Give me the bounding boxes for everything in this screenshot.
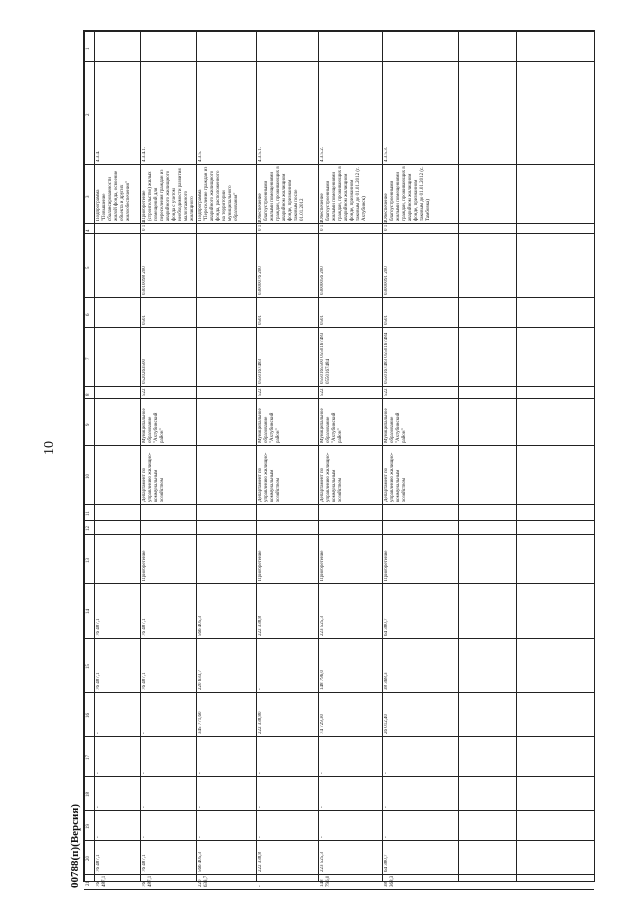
column-number: 3 bbox=[86, 195, 91, 198]
grid-line bbox=[84, 776, 594, 777]
table-cell: - bbox=[96, 806, 101, 809]
table-cell: 220 633,7 bbox=[198, 669, 203, 690]
table-cell: 0 1 4 bbox=[320, 221, 325, 232]
table-cell: - bbox=[320, 806, 325, 809]
table-cell: 76 487,1 bbox=[142, 618, 147, 636]
grid-line bbox=[84, 810, 594, 811]
grid-line bbox=[594, 31, 595, 881]
table-cell: 4.3.5.1. bbox=[258, 147, 263, 163]
table-cell: 74 729,30 bbox=[320, 714, 325, 735]
grid-line bbox=[84, 31, 594, 32]
grid-line bbox=[94, 31, 95, 881]
table-cell: - bbox=[96, 732, 101, 735]
table-cell: Департамент по управлению жилищно-коммунальным хозяйством bbox=[384, 453, 407, 503]
table-cell: 522 bbox=[258, 388, 263, 396]
table-cell: 0501 bbox=[320, 314, 325, 325]
table-cell: 76 487,1 bbox=[96, 618, 101, 636]
table-cell: - bbox=[384, 806, 389, 809]
table-cell: 4.3.5.3. bbox=[384, 147, 389, 163]
grid-line bbox=[84, 874, 594, 875]
table-cell: 76 487,1 bbox=[142, 876, 153, 887]
table-cell: 522 bbox=[384, 388, 389, 396]
table-cell: - bbox=[198, 771, 203, 774]
table-cell: - bbox=[96, 836, 101, 838]
table-cell: Обеспечение благоустроенными жилыми помещениями граждан, проживающих в аварийном жилищном фонде, признанном таковым до 01.01.2012 (с. Тамбовка) bbox=[384, 166, 431, 222]
grid-line bbox=[256, 31, 257, 881]
table-cell: 522 bbox=[142, 388, 147, 396]
table-cell: - bbox=[320, 836, 325, 838]
table-cell: 26 012,40 bbox=[384, 714, 389, 735]
grid-line bbox=[140, 31, 141, 881]
grid-line bbox=[516, 31, 517, 881]
column-number: 6 bbox=[86, 313, 91, 317]
table-cell: Приобретение bbox=[258, 550, 263, 582]
table-cell: 0550167483 0550167484 bbox=[384, 332, 389, 385]
table-cell: - bbox=[384, 771, 389, 774]
table-cell: 522 bbox=[320, 388, 325, 396]
table-cell: - bbox=[142, 836, 147, 838]
footer-code: 00788(п)(Версия) bbox=[69, 804, 81, 888]
table-cell: Муниципальное образование "Ахтубинский район" bbox=[384, 408, 407, 444]
table-cell: - bbox=[142, 732, 147, 735]
table-cell: Департамент по управлению жилищно-коммунальным хозяйством bbox=[258, 453, 281, 503]
table-cell: 64 380,7 bbox=[384, 618, 389, 636]
table-cell: Приобретение bbox=[142, 550, 147, 582]
grid-line bbox=[84, 520, 594, 521]
grid-line bbox=[84, 223, 594, 224]
column-number: 7 bbox=[86, 357, 91, 361]
table-cell: 0 1 4 bbox=[258, 221, 263, 232]
table-cell: - bbox=[198, 836, 203, 838]
column-number: 1 bbox=[86, 47, 91, 50]
column-number: 5 bbox=[86, 266, 91, 270]
column-number: 2 bbox=[86, 113, 91, 117]
grid-line bbox=[84, 889, 594, 890]
table-cell: Приобретение bbox=[320, 550, 325, 582]
table-cell: 0 1 4 bbox=[384, 221, 389, 232]
table-cell: Департамент по управлению жилищно-коммунальным хозяйством bbox=[142, 453, 165, 503]
column-number: 21 bbox=[86, 880, 91, 886]
table-cell: 0550165500 0550167483 0550167484 bbox=[320, 332, 331, 385]
table-cell: 4.3.5. bbox=[198, 150, 203, 163]
table-cell: - bbox=[320, 771, 325, 774]
table-cell: 03000056 200 bbox=[320, 266, 325, 296]
column-number: 18 bbox=[86, 791, 91, 797]
table-cell: Подпрограмма "Повышение сбалансированности жилой фонда, освоение объекта и других жилообеспечения" bbox=[96, 171, 131, 222]
table-cell: 222 338,8 bbox=[258, 852, 263, 873]
table-cell: Приобретение (строительство) жилых помещений для переселения граждан из аварийного жилищного фонда с учетом необходимости развития малоэтажного жилищного bbox=[142, 168, 195, 222]
grid-line bbox=[84, 61, 594, 62]
table-cell: 76 487,1 bbox=[96, 854, 101, 873]
grid-line bbox=[318, 31, 319, 881]
table-cell: 0501 bbox=[142, 314, 147, 325]
grid-line bbox=[84, 736, 594, 737]
column-number: 4 bbox=[86, 229, 91, 233]
table-cell: Департамент по управлению жилищно-коммунальным хозяйством bbox=[320, 453, 343, 503]
grid-line bbox=[84, 327, 594, 328]
table-cell: - bbox=[258, 806, 263, 809]
table-cell: 76 487,1 bbox=[96, 672, 101, 690]
column-number: 19 bbox=[86, 823, 91, 829]
grid-line bbox=[84, 638, 594, 639]
column-number: 9 bbox=[86, 423, 91, 426]
table-cell: - bbox=[384, 836, 389, 838]
table-cell: 03000076 200 bbox=[258, 266, 263, 296]
column-number: 11 bbox=[86, 511, 91, 517]
table-cell: 222 338,8 bbox=[258, 615, 263, 636]
grid-line bbox=[458, 31, 459, 881]
table-cell: 76 487,1 bbox=[142, 672, 147, 690]
column-number: 13 bbox=[86, 557, 91, 563]
table-cell: 03000091 200 bbox=[384, 266, 389, 296]
grid-line bbox=[84, 534, 594, 535]
grid-line bbox=[84, 31, 85, 881]
grid-line bbox=[84, 583, 594, 584]
grid-line bbox=[382, 31, 383, 881]
grid-line bbox=[84, 297, 594, 298]
column-number: 8 bbox=[86, 393, 91, 396]
page-number: 10 bbox=[42, 441, 57, 455]
table-cell: 566 405,3 bbox=[198, 852, 203, 873]
grid-line bbox=[84, 692, 594, 693]
table-cell: - bbox=[198, 806, 203, 809]
table-cell: 345 771,60 bbox=[198, 711, 203, 735]
table-cell: 38 368,3 bbox=[384, 876, 395, 887]
table-cell: Муниципальное образование "Ахтубинский район" bbox=[142, 408, 165, 444]
table-cell: 223 525,3 bbox=[320, 852, 325, 873]
table-cell: 566 405,3 bbox=[198, 615, 203, 636]
column-number: 16 bbox=[86, 712, 91, 718]
table-cell: - bbox=[258, 836, 263, 838]
table-cell: 222 338,80 bbox=[258, 711, 263, 735]
table-cell: Муниципальное образование "Ахтубинский район" bbox=[258, 408, 281, 444]
table-cell: Обеспечение благоустроенными жилыми помещениями граждан, проживающих в аварийном жилищном фонде, признанном таковым до 01.01.2012 (г. Ахтубинск) bbox=[320, 166, 367, 222]
table-cell: - bbox=[142, 806, 147, 809]
grid-line bbox=[84, 233, 594, 234]
table-cell: 220 633,7 bbox=[198, 876, 209, 887]
column-number: 17 bbox=[86, 754, 91, 760]
table-cell: 38 368,3 bbox=[384, 672, 389, 690]
grid-line bbox=[84, 386, 594, 387]
table-cell: - bbox=[258, 771, 263, 774]
table-cell: Муниципальное образование "Ахтубинский район" bbox=[320, 408, 343, 444]
grid-line bbox=[84, 840, 594, 841]
table-cell: 76 487,1 bbox=[96, 876, 107, 887]
column-number: 14 bbox=[86, 609, 91, 615]
table-cell: - bbox=[258, 688, 263, 690]
grid-line bbox=[84, 504, 594, 505]
table-cell: 0 1 4 bbox=[142, 221, 147, 232]
table-cell: 4.3.4. bbox=[96, 150, 101, 163]
table-cell: 223 525,3 bbox=[320, 615, 325, 636]
document-table bbox=[83, 30, 595, 887]
table-cell: 4.3.4.1. bbox=[142, 147, 147, 163]
table-cell: 0501 bbox=[384, 314, 389, 325]
table-cell: - bbox=[96, 771, 101, 774]
table-cell: 148 796,0 bbox=[320, 876, 331, 887]
grid-line bbox=[196, 31, 197, 881]
table-cell: 64 380,7 bbox=[384, 854, 389, 873]
column-number: 15 bbox=[86, 663, 91, 669]
table-cell: 03010098 200 bbox=[142, 266, 147, 296]
table-cell: 0520263500 bbox=[142, 359, 147, 385]
table-cell: 0550167483 bbox=[258, 359, 263, 385]
table-cell: - bbox=[258, 885, 263, 887]
column-number: 12 bbox=[86, 526, 91, 532]
table-cell: - bbox=[142, 771, 147, 774]
column-number: 10 bbox=[86, 473, 91, 479]
table-cell: 4.3.5.2. bbox=[320, 147, 325, 163]
table-cell: 148 796,0 bbox=[320, 669, 325, 690]
table-cell: 0501 bbox=[258, 314, 263, 325]
table-cell: Приобретение bbox=[384, 550, 389, 582]
column-number: 20 bbox=[86, 855, 91, 861]
table-cell: Подпрограмма "Переселение граждан из аварийного жилищного фонда, расположенного на территории муниципального образования" bbox=[198, 166, 239, 222]
table-cell: 76 487,1 bbox=[142, 854, 147, 873]
table-cell: Обеспечение благоустроенными жилыми помещениями граждан, проживающих в аварийном жилищном фонде, признанном таковым после 01.01.2012 bbox=[258, 166, 305, 222]
